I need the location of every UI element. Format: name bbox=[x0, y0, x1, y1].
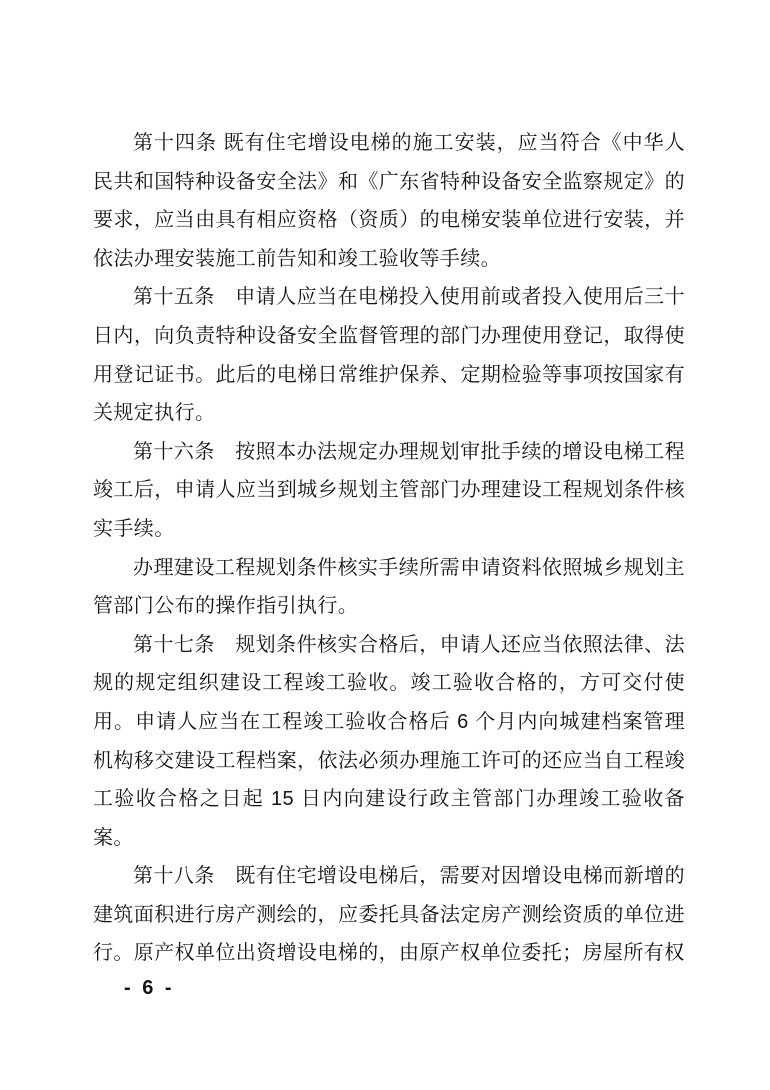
paragraph-article-14: 第十四条 既有住宅增设电梯的施工安装，应当符合《中华人民共和国特种设备安全法》和《广东省特种设备安全监察规定》的要求，应当由具有相应资格（资质）的电梯安装单位进行安装，并依法办理安装施工前告知和竣工验收等手续。 bbox=[93, 132, 685, 270]
page-number: - 6 - bbox=[124, 977, 175, 999]
document-body bbox=[93, 124, 685, 973]
paragraph-article-16: 第十六条 按照本办法规定办理规划审批手续的增设电梯工程竣工后，申请人应当到城乡规划主管部门办理建设工程规划条件核实手续。 bbox=[93, 440, 685, 540]
paragraph-article-17: 第十七条 规划条件核实合格后，申请人还应当依照法律、法规的规定组织建设工程竣工验收。竣工验收合格的，方可交付使用。申请人应当在工程竣工验收合格后 6 个月内向城建档案管理机构移交建设工程档案，依法必须办理施工许可的还应当自工程竣工验收合格之日起 15 日内向建设行政主管部门办理竣工验收备案。 bbox=[93, 633, 685, 849]
paragraph-article-18: 第十八条 既有住宅增设电梯后，需要对因增设电梯而新增的建筑面积进行房产测绘的，应委托具备法定房产测绘资质的单位进行。原产权单位出资增设电梯的，由原产权单位委托；房屋所有权 bbox=[93, 865, 685, 965]
paragraph-article-15: 第十五条 申请人应当在电梯投入使用前或者投入使用后三十日内，向负责特种设备安全监督管理的部门办理使用登记，取得使用登记证书。此后的电梯日常维护保养、定期检验等事项按国家有关规定执行。 bbox=[93, 286, 685, 425]
paragraph-article-16-continued: 办理建设工程规划条件核实手续所需申请资料依照城乡规划主管部门公布的操作指引执行。 bbox=[93, 556, 685, 618]
